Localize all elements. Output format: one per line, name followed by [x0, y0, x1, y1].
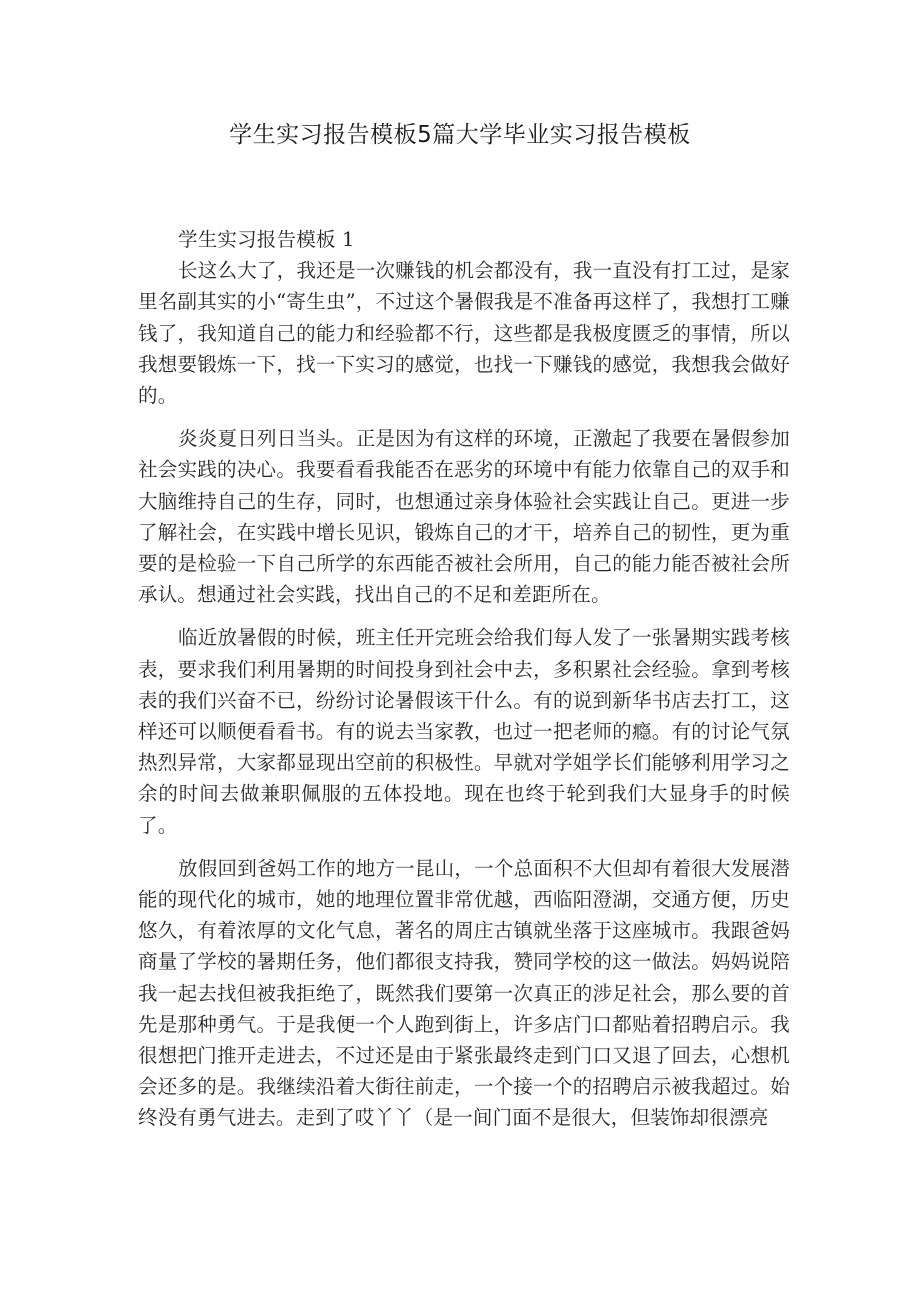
document-title: 学生实习报告模板5篇大学毕业实习报告模板: [229, 122, 691, 148]
paragraph-3: 临近放暑假的时候，班主任开完班会给我们每人发了一张暑期实践考核表，要求我们利用暑期的时间投身到社会中去，多积累社会经验。拿到考核表的我们兴奋不已，纷纷讨论暑假该干什么。有的说到新华书店去打工，这样还可以顺便看看书。有的说去当家教，也过一把老师的瘾。有的讨论气氛热烈异常，大家都显现出空前的积极性。早就对学姐学长们能够利用学习之余的时间去做兼职佩服的五体投地。现在也终于轮到我们大显身手的时候了。: [138, 626, 790, 837]
document-body: [138, 224, 790, 1146]
paragraph-2: 炎炎夏日列日当头。正是因为有这样的环境，正激起了我要在暑假参加社会实践的决心。我要看看我能否在恶劣的环境中有能力依靠自己的双手和大脑维持自己的生存，同时，也想通过亲身体验社会实践让自己。更进一步了解社会，在实践中增长见识，锻炼自己的才干，培养自己的韧性，更为重要的是检验一下自己所学的东西能否被社会所用，自己的能力能否被社会所承认。想通过社会实践，找出自己的不足和差距所在。: [138, 427, 790, 607]
paragraph-1: 长这么大了，我还是一次赚钱的机会都没有，我一直没有打工过，是家里名副其实的小“寄生虫”，不过这个暑假我是不准备再这样了，我想打工赚钱了，我知道自己的能力和经验都不行，这些都是我极度匮乏的事情，所以我想要锻炼一下，找一下实习的感觉，也找一下赚钱的感觉，我想我会做好的。: [138, 259, 790, 408]
paragraph-4: 放假回到爸妈工作的地方一昆山，一个总面积不大但却有着很大发展潜能的现代化的城市，她的地理位置非常优越，西临阳澄湖，交通方便，历史悠久，有着浓厚的文化气息，著名的周庄古镇就坐落于这座城市。我跟爸妈商量了学校的暑期任务，他们都很支持我，赞同学校的这一做法。妈妈说陪我一起去找但被我拒绝了，既然我们要第一次真正的涉足社会，那么要的首先是那种勇气。于是我便一个人跑到街上，许多店门口都贴着招聘启示。我很想把门推开走进去，不过还是由于紧张最终走到门口又退了回去，心想机会还多的是。我继续沿着大街往前走，一个接一个的招聘启示被我超过。始终没有勇气进去。走到了哎丫丫（是一间门面不是很大，但装饰却很漂亮: [138, 856, 790, 1130]
section-heading: 学生实习报告模板 1: [178, 228, 355, 251]
